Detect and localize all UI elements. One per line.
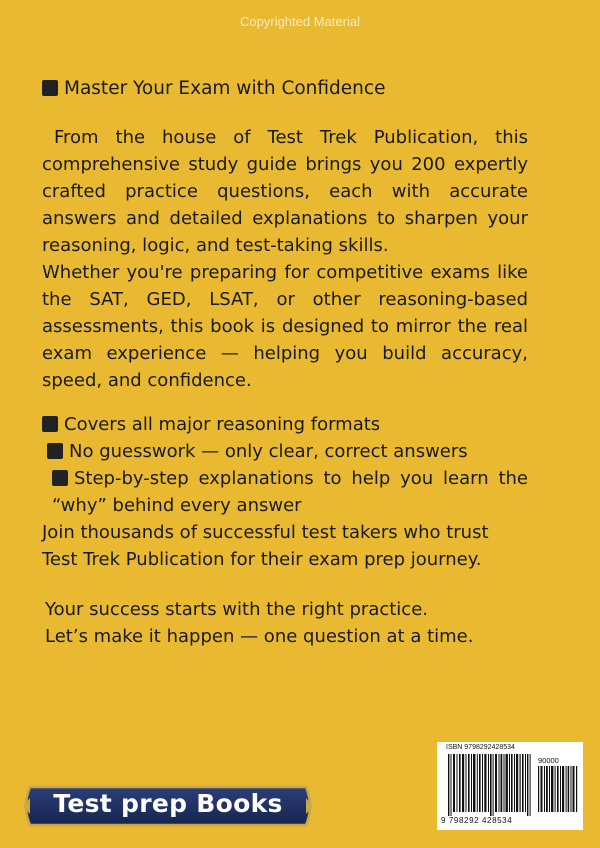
price-code: 90000 — [538, 756, 559, 765]
closing-line: Let’s make it happen — one question at a time. — [45, 626, 474, 647]
heading-text: Master Your Exam with Confidence — [64, 78, 386, 99]
copyright-watermark: Copyrighted Material — [240, 14, 360, 29]
back-cover-text — [42, 77, 528, 650]
publisher-logo — [20, 784, 316, 828]
feature-text: Covers all major reasoning formats — [64, 414, 381, 435]
black-square-icon — [52, 470, 68, 486]
second-paragraph: Whether you're preparing for competitive exams like the SAT, GED, LSAT, or other reasoning-based assessments, this book is designed to mirror the real exam experience — helping you build accuracy, speed, and confidence. — [42, 262, 528, 391]
isbn-label: ISBN 9798292428534 — [446, 744, 515, 751]
heading-line — [42, 77, 528, 101]
feature-item — [42, 465, 528, 519]
black-square-icon — [42, 80, 58, 96]
feature-text: No guesswork — only clear, correct answers — [69, 441, 468, 462]
feature-text: Step-by-step explanations to help you learn the “why” behind every answer — [52, 468, 528, 516]
logo-text: Test prep Books — [53, 789, 283, 818]
intro-paragraph: From the house of Test Trek Publication, this comprehensive study guide brings you 200 expertly crafted practice questions, each with accurate answers and detailed explanations to sharpen your reasoning, logic, and test-taking skills. — [42, 127, 528, 256]
feature-item — [42, 411, 528, 438]
closing-line: Your success starts with the right practice. — [45, 599, 428, 620]
black-square-icon — [42, 416, 58, 432]
black-square-icon — [47, 443, 63, 459]
barcode-digits: 9 798292 428534 — [441, 816, 513, 825]
join-paragraph: Join thousands of successful test takers who trust Test Trek Publication for their exam prep journey. — [42, 522, 489, 570]
feature-item — [42, 438, 528, 465]
isbn-barcode — [437, 742, 583, 830]
